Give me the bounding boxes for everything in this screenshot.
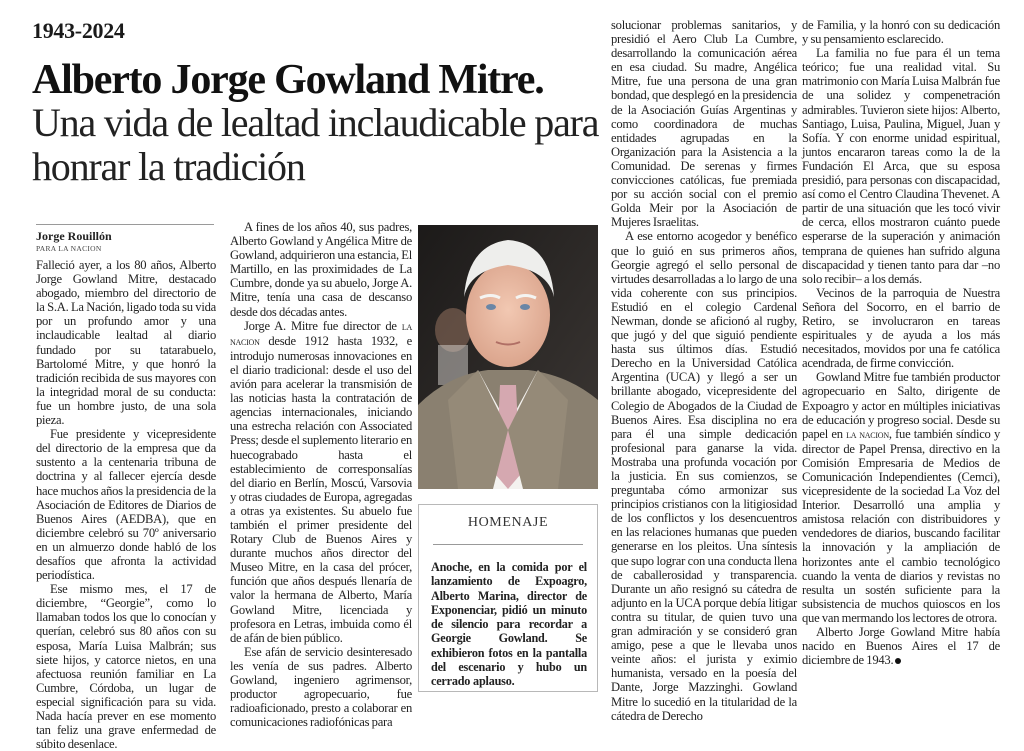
- newspaper-name: la nacion: [846, 428, 889, 441]
- article-column-3: [611, 18, 797, 723]
- paragraph: Fue presidente y vicepresidente del directorio de la empresa que da sustento a la centenaria tribuna de doctrina y al fallecer ejercía desde hace muchos años la presidencia de la Asociación de Editores de Diarios de Buenos Aires (AEDBA), que en diciembre celebró su 70º aniversario en un almuerzo donde habló de los desafíos que afronta la actividad periodística.: [36, 427, 216, 583]
- newspaper-name: la nacion: [230, 320, 412, 348]
- byline-divider: [36, 224, 214, 225]
- portrait-photo: [418, 225, 598, 489]
- sidebar-text: Anoche, en la comida por el lanzamiento de Expoagro, Alberto Marina, director de Exponenciar, pidió un minuto de silencio para recordar a Georgie Gowland. Se exhibieron fotos en la pantalla del escenario y hubo un cerrado aplauso.: [431, 560, 587, 689]
- paragraph-text: Alberto Jorge Gowland Mitre había nacido en Buenos Aires el 17 de diciembre de 1943.: [802, 625, 1000, 668]
- paragraph: Vecinos de la parroquia de Nuestra Señora del Socorro, en el barrio de Retiro, se involucraron en tareas espirituales y de ayuda a los más necesitados, movidos por una fe católica acendrada, de firme convicción.: [802, 285, 1000, 371]
- sidebar-title: HOMENAJE: [467, 515, 549, 530]
- kicker-years: 1943-2024: [32, 18, 125, 43]
- paragraph: [802, 370, 1000, 625]
- paragraph: A fines de los años 40, sus padres, Alberto Gowland y Angélica Mitre de Gowland, adquirieron una estancia, El Martillo, en las proximidades de La Cumbre, donde ya su abuelo, Jorge A. Mitre, tenía una casa de descanso desde dos décadas antes.: [230, 220, 412, 319]
- paragraph-text: desde 1912 hasta 1932, e introdujo numerosas innovaciones en el diario tradicional: desde el uso del avión para acelerar la transmisión de las noticias hasta la contratación de agencias internacionales, iniciando una estrecha relación con Associated Press; desde el suplemento literario en huecograbado hasta el establecimiento de corresponsalías del diario en Berlín, Moscú, Varsovia y otras ciudades de Europa, agregadas a otras ya existentes. Su abuelo fue también el primer presidente del Rotary Club de Buenos Aires y durante muchos años director del Museo Mitre, en la casa del prócer, función que años después llenaría de valor la hermana de Alberto, María Gowland Mitre, licenciada y profesora en Letras, imbuida como él de afán de bien público.: [230, 333, 412, 645]
- byline-source: PARA LA NACION: [36, 244, 102, 253]
- article-column-1: [36, 258, 216, 751]
- paragraph: Falleció ayer, a los 80 años, Alberto Jorge Gowland Mitre, destacado abogado, miembro del directorio de la S.A. La Nación, ligado toda su vida por un profundo amor y una inclaudicable lealtad al diario fundado por su tatarabuelo, Bartolomé Mitre, y que honró la tradición recibida de sus mayores con la integridad moral de su conducta: fue un hombre justo, de una sola pieza.: [36, 258, 216, 428]
- paragraph-text: Gowland Mitre fue también productor agropecuario en Salto, dirigente de Expoagro y actor en múltiples iniciativas de educación y progreso social. Desde su papel en: [802, 370, 1000, 441]
- homenaje-sidebar: [418, 504, 598, 692]
- portrait-icon: [418, 225, 598, 489]
- paragraph: [802, 625, 1000, 667]
- article-column-2: [230, 220, 412, 729]
- headline: Alberto Jorge Gowland Mitre.: [32, 57, 544, 103]
- paragraph: Ese mismo mes, el 17 de diciembre, “Georgie”, como lo llamaban todos los que lo conocían y querían, celebró sus 80 años con su esposa, María Luisa Malbrán; sus siete hijos, y catorce nietos, en una afectuosa reunión familiar en La Cumbre, Córdoba, un lugar de especial significación para su vida. Nada hacía prever en ese momento tan feliz una grave enfermedad de súbito desenlace.: [36, 582, 216, 751]
- subheadline: Una vida de lealtad inclaudicable para honrar la tradición: [32, 100, 599, 189]
- paragraph-text: , fue también síndico y director de Papel Prensa, directivo en la Comisión Empresaria de Medios de Comunicación Independientes (Cemci), vicepresidente de la sociedad La Voz del Interior. Desarrolló una amplia y amistosa relación con distribuidores y vendedores de diarios, buscando facilitar la innovación y la ampliación de horizontes ante el cambio tecnológico cuando la venta de diarios y revistas no resulta un sostén suficiente para la subsistencia de muchos quioscos en los que van mermando los lectores de otrora.: [802, 426, 1000, 625]
- paragraph: Ese afán de servicio desinteresado les venía de sus padres. Alberto Gowland, ingeniero agrimensor, productor agropecuario, fue radioaficionado, presto a colaborar en comunicaciones radiofónicas para: [230, 644, 412, 730]
- end-of-article-bullet-icon: [895, 658, 901, 664]
- sidebar-divider: [433, 544, 583, 545]
- paragraph: de Familia, y la honró con su dedicación y su pensamiento esclarecido.: [802, 18, 1000, 47]
- paragraph: solucionar problemas sanitarios, y presidió el Aero Club La Cumbre, desarrollando la comunicación aérea en esa ciudad. Su madre, Angélica Mitre, fue una persona de una gran bondad, que desplegó en la presidencia de la Asociación Guías Argentinas y como coordinadora de muchas entidades agrupadas en la Organización para la Asistencia a la Comunidad. De serenas y firmes convicciones católicas, fue premiada por su acción social con el premio Golda Meir por la Asociación de Mujeres Israelitas.: [611, 18, 797, 230]
- paragraph-text: Jorge A. Mitre fue director de: [244, 318, 402, 333]
- byline-author: Jorge Rouillón: [36, 229, 112, 243]
- paragraph: [230, 319, 412, 645]
- article-column-4: [802, 18, 1000, 667]
- paragraph: A ese entorno acogedor y benéfico que lo guió en sus primeros años, Georgie agregó el sello personal de virtudes desarrolladas a lo largo de una vida coherente con sus principios. Estudió en el colegio Cardenal Newman, donde se aficionó al rugby, que jugó y del que siguió pendiente hasta sus últimos días. Estudió Derecho en la Universidad Católica Argentina (UCA) y llegó a ser un brillante abogado, vicepresidente del Colegio de Abogados de la Ciudad de Buenos Aires. Esa disciplina no era para él una simple dedicación profesional para ganarse la vida. Mostraba una profunda vocación por la justicia. En sus comienzos, se preguntaba cómo armonizar sus principios cristianos con la litigiosidad de los conflictos y los desencuentros en las relaciones humanas que pueden generarse en los pleitos. Una síntesis que supo lograr con una conducta llena de caballerosidad y transparencia. Durante un año resignó su cátedra de adjunto en la UCA porque debía litigar contra su titular, de quien tuvo una gran admiración y se consideró gran amigo, pese a que le llevaba unos veinte años: el jurista y eximio humanista, versado en la poesía del Dante, Jorge Mazzinghi. Gowland Mitre lo sucedió en la titularidad de la cátedra de Derecho: [611, 229, 797, 723]
- paragraph: La familia no fue para él un tema teórico; fue una realidad vital. Su matrimonio con María Luisa Malbrán fue de una solidez y compenetración admirables. Tuvieron siete hijos: Alberto, Santiago, Luisa, Paulina, Miguel, Juan y Sofía. Y con enorme unidad espiritual, juntos encararon tareas como la de la Fundación El Arca, que su esposa presidió, para personas con discapacidad, así como el Centro Claudina Thevenet. A partir de una situación que les tocó vivir de cerca, ellos mostraron cuánto puede esperarse de la superación y animación temprana de quienes han sufrido alguna discapacidad y tienen tanto para dar –no solo recibir– a los demás.: [802, 46, 1000, 286]
